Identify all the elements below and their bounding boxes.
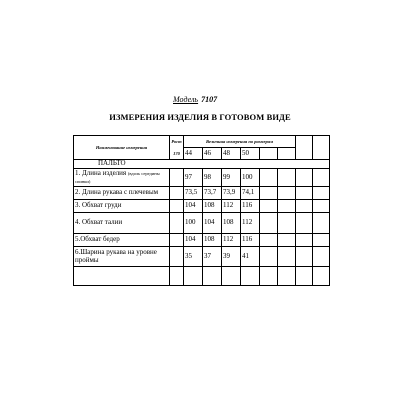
value-cell: 74,1	[241, 187, 260, 200]
value-cell: 39	[222, 247, 241, 267]
blank-cell	[260, 267, 278, 286]
value-cell: 98	[203, 169, 222, 187]
size-cell: 46	[203, 148, 222, 160]
value-cell: 100	[184, 213, 203, 234]
value-cell: 97	[184, 169, 203, 187]
blank-cell	[278, 247, 296, 267]
value-cell: 73,5	[184, 187, 203, 200]
row-name: 2. Длина рукава с плечевым	[74, 187, 170, 200]
row-name: 4. Обхват талии	[74, 213, 170, 234]
rost-column-header: Рост	[170, 136, 184, 148]
measurements-table	[73, 135, 330, 286]
table-row-empty	[74, 267, 330, 286]
blank-cell	[184, 267, 203, 286]
value-cell: 104	[184, 234, 203, 247]
value-cell: 100	[241, 169, 260, 187]
size-cell: 44	[184, 148, 203, 160]
blank-cell	[260, 148, 278, 160]
blank-cell	[313, 247, 330, 267]
value-cell: 112	[222, 234, 241, 247]
page-title: ИЗМЕРЕНИЯ ИЗДЕЛИЯ В ГОТОВОМ ВИДЕ	[109, 112, 291, 122]
blank-cell	[222, 267, 241, 286]
value-cell: 108	[203, 200, 222, 213]
size-cell: 48	[222, 148, 241, 160]
blank-cell	[278, 148, 296, 160]
name-column-header: Наименование измерения	[74, 136, 170, 160]
model-label: Модель	[173, 95, 199, 104]
model-line	[173, 95, 217, 104]
blank-cell	[278, 169, 296, 187]
blank-cell	[296, 148, 313, 160]
blank-cell	[296, 169, 313, 187]
values-column-header: Величина измерения по размерам	[184, 136, 296, 148]
row-name: 1. Длина изделия (вдоль середины спинки)	[74, 169, 170, 187]
value-cell: 104	[184, 200, 203, 213]
blank-cell	[170, 267, 184, 286]
blank-cell	[260, 187, 278, 200]
blank-cell	[296, 247, 313, 267]
section-label: ПАЛЬТО	[74, 160, 330, 169]
value-cell: 116	[241, 200, 260, 213]
blank-cell	[260, 234, 278, 247]
value-cell: 116	[241, 234, 260, 247]
blank-cell	[296, 267, 313, 286]
blank-cell	[260, 200, 278, 213]
blank-cell	[296, 200, 313, 213]
rost-value: 170	[170, 148, 184, 160]
row-name: 3. Обхват груди	[74, 200, 170, 213]
blank-cell	[241, 267, 260, 286]
blank-cell	[278, 234, 296, 247]
blank-cell	[170, 234, 184, 247]
blank-cell	[260, 169, 278, 187]
blank-cell	[313, 148, 330, 160]
section-row	[74, 160, 330, 169]
blank-cell	[278, 200, 296, 213]
blank-cell	[170, 213, 184, 234]
value-cell: 108	[203, 234, 222, 247]
table-row	[74, 234, 330, 247]
value-cell: 108	[222, 213, 241, 234]
value-cell: 99	[222, 169, 241, 187]
table-row	[74, 213, 330, 234]
blank-cell	[313, 234, 330, 247]
blank-cell	[313, 187, 330, 200]
blank-cell	[296, 187, 313, 200]
table-row	[74, 169, 330, 187]
value-cell: 41	[241, 247, 260, 267]
value-cell: 73,9	[222, 187, 241, 200]
row-name: 6.Шарина рукава на уровне проймы	[74, 247, 170, 267]
blank-cell	[313, 169, 330, 187]
blank-cell	[260, 247, 278, 267]
row-note: (вдоль середины спинки)	[75, 171, 160, 184]
blank-cell	[170, 247, 184, 267]
blank-cell	[170, 200, 184, 213]
blank-cell	[203, 267, 222, 286]
value-cell: 104	[203, 213, 222, 234]
blank-cell	[296, 136, 313, 148]
blank-cell	[296, 213, 313, 234]
value-cell: 112	[222, 200, 241, 213]
blank-cell	[170, 187, 184, 200]
value-cell: 35	[184, 247, 203, 267]
blank-cell	[278, 267, 296, 286]
blank-cell	[296, 234, 313, 247]
blank-cell	[260, 213, 278, 234]
blank-cell	[278, 187, 296, 200]
blank-cell	[313, 213, 330, 234]
blank-cell	[170, 169, 184, 187]
value-cell: 73,7	[203, 187, 222, 200]
blank-cell	[74, 267, 170, 286]
blank-cell	[278, 213, 296, 234]
table-row	[74, 247, 330, 267]
value-cell: 112	[241, 213, 260, 234]
blank-cell	[313, 136, 330, 148]
table-row	[74, 187, 330, 200]
value-cell: 37	[203, 247, 222, 267]
blank-cell	[313, 200, 330, 213]
row-name: 5.Обхват бедер	[74, 234, 170, 247]
table-row	[74, 200, 330, 213]
blank-cell	[313, 267, 330, 286]
header-row-top	[74, 136, 330, 148]
model-number: 7107	[201, 95, 218, 104]
size-cell: 50	[241, 148, 260, 160]
